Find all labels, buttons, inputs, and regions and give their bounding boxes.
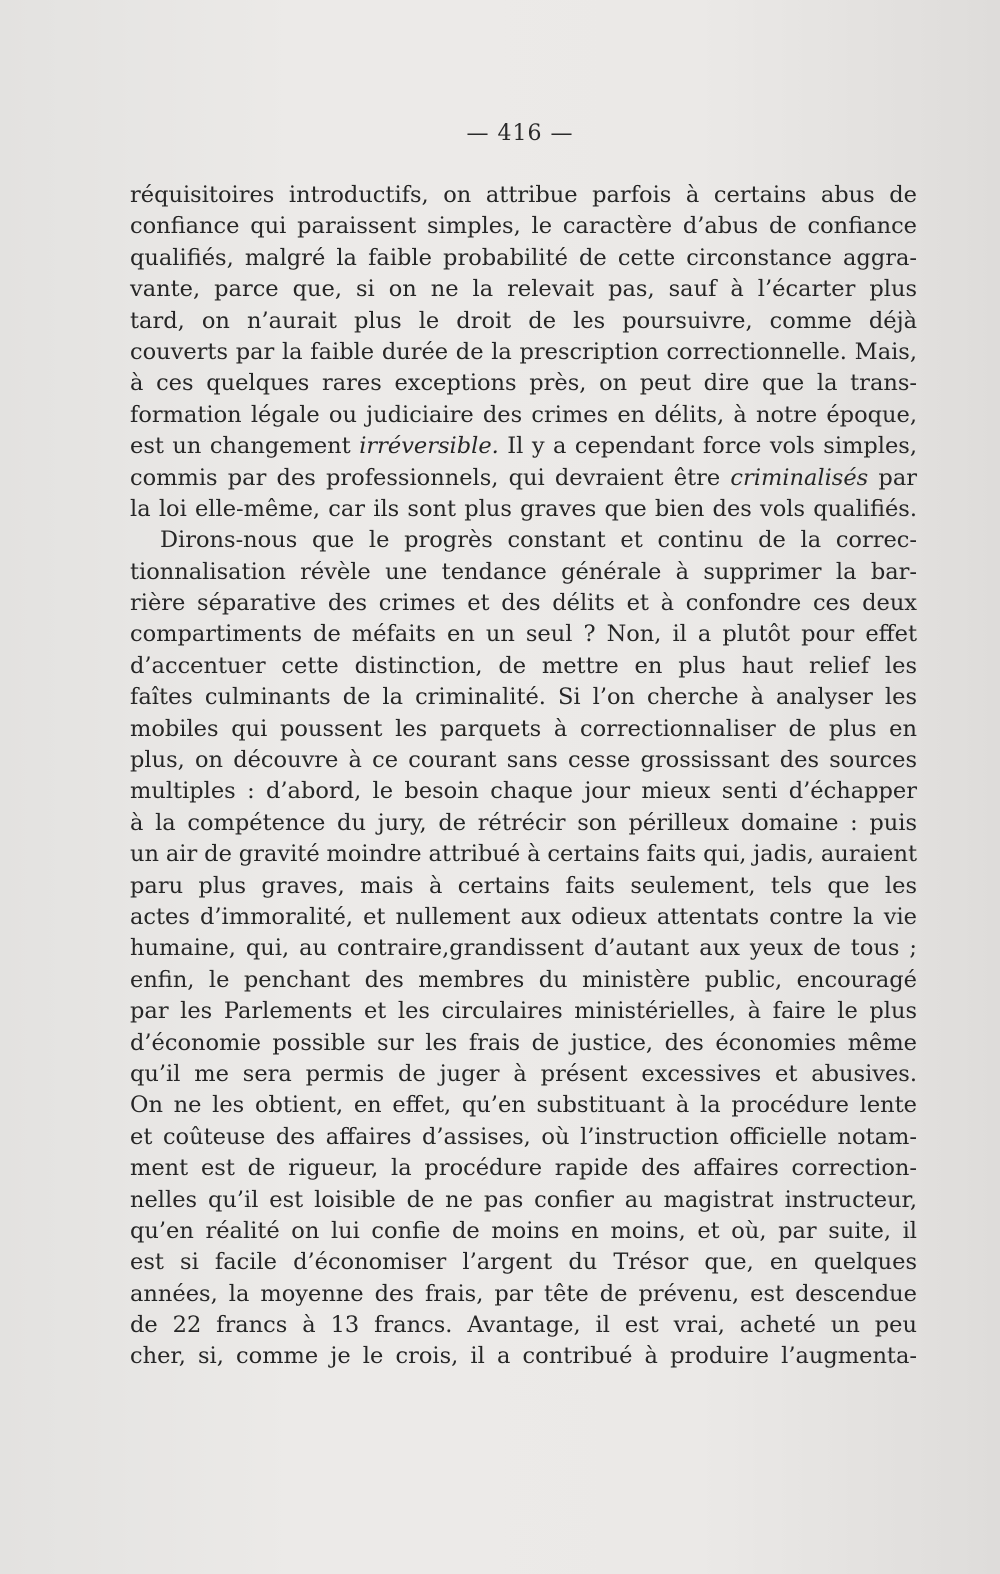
text-line: compartiments de méfaits en un seul ? Non, il a plutôt pour effet <box>130 621 917 648</box>
text-segment: commis par des professionnels, qui devraient être <box>130 464 731 491</box>
text-line: rière séparative des crimes et des délits et à confondre ces deux <box>130 590 917 617</box>
text-line: qualifiés, malgré la faible probabilité de cette circonstance aggra- <box>130 244 917 271</box>
text-line: vante, parce que, si on ne la relevait pas, sauf à l’écarter plus <box>130 276 917 303</box>
text-line: d’accentuer cette distinction, de mettre en plus haut relief les <box>130 652 917 679</box>
text-line: réquisitoires introductifs, on attribue parfois à certains abus de <box>130 182 917 208</box>
text-line: actes d’immoralité, et nullement aux odieux attentats contre la vie <box>130 903 917 930</box>
text-line: années, la moyenne des frais, par tête de prévenu, est descendue <box>130 1280 917 1307</box>
text-line: On ne les obtient, en effet, qu’en substituant à la procédure lente <box>130 1092 917 1119</box>
text-line <box>130 431 917 462</box>
text-line: à la compétence du jury, de rétrécir son périlleux domaine : puis <box>130 809 917 836</box>
text-line: tard, on n’aurait plus le droit de les poursuivre, comme déjà <box>130 307 917 334</box>
italic-term: irréversible. <box>359 433 499 460</box>
text-line: confiance qui paraissent simples, le caractère d’abus de confiance <box>130 213 917 240</box>
text-line: plus, on découvre à ce courant sans cesse grossissant des sources <box>130 747 917 774</box>
text-line: formation légale ou judiciaire des crimes en délits, à notre époque, <box>130 401 917 428</box>
text-line: paru plus graves, mais à certains faits seulement, tels que les <box>130 872 917 899</box>
text-segment: par <box>868 464 917 491</box>
text-line: d’économie possible sur les frais de justice, des économies même <box>130 1029 917 1056</box>
body-text <box>130 180 917 1373</box>
text-line: qu’il me sera permis de juger à présent excessives et abusives. <box>130 1060 917 1087</box>
text-line: tionnalisation révèle une tendance générale à supprimer la bar- <box>130 558 917 585</box>
text-line: de 22 francs à 13 francs. Avantage, il est vrai, acheté un peu <box>130 1312 917 1339</box>
text-segment: est un changement <box>130 433 360 460</box>
text-line: couverts par la faible durée de la prescription correctionnelle. Mais, <box>130 338 917 365</box>
text-segment: Il y a cependant force vols simples, <box>498 433 917 460</box>
text-line: par les Parlements et les circulaires ministérielles, à faire le plus <box>130 998 917 1025</box>
text-line: mobiles qui poussent les parquets à correctionnaliser de plus en <box>130 715 917 742</box>
text-line: et coûteuse des affaires d’assises, où l’instruction officielle notam- <box>130 1123 917 1150</box>
text-line: Dirons-nous que le progrès constant et continu de la correc- <box>160 527 917 554</box>
text-line: humaine, qui, au contraire,grandissent d’autant aux yeux de tous ; <box>130 935 917 962</box>
text-line: cher, si, comme je le crois, il a contribué à produire l’augmenta- <box>130 1343 917 1370</box>
italic-term: criminalisés <box>730 464 869 491</box>
text-line: qu’en réalité on lui confie de moins en moins, et où, par suite, il <box>130 1217 917 1244</box>
text-line: la loi elle-même, car ils sont plus graves que bien des vols qualifiés. <box>130 495 917 522</box>
text-line <box>130 463 917 494</box>
text-line: faîtes culminants de la criminalité. Si l’on cherche à analyser les <box>130 684 917 711</box>
text-line: un air de gravité moindre attribué à certains faits qui, jadis, auraient <box>130 841 917 868</box>
text-line: ment est de rigueur, la procédure rapide des affaires correction- <box>130 1155 917 1182</box>
text-line: à ces quelques rares exceptions près, on peut dire que la trans- <box>130 370 917 397</box>
text-line: enfin, le penchant des membres du ministère public, encouragé <box>130 966 917 993</box>
text-line: nelles qu’il est loisible de ne pas confier au magistrat instructeur, <box>130 1186 917 1213</box>
text-line: multiples : d’abord, le besoin chaque jour mieux senti d’échapper <box>130 778 917 805</box>
page-number: — 416 — <box>466 121 574 146</box>
text-line: est si facile d’économiser l’argent du Trésor que, en quelques <box>130 1249 917 1276</box>
